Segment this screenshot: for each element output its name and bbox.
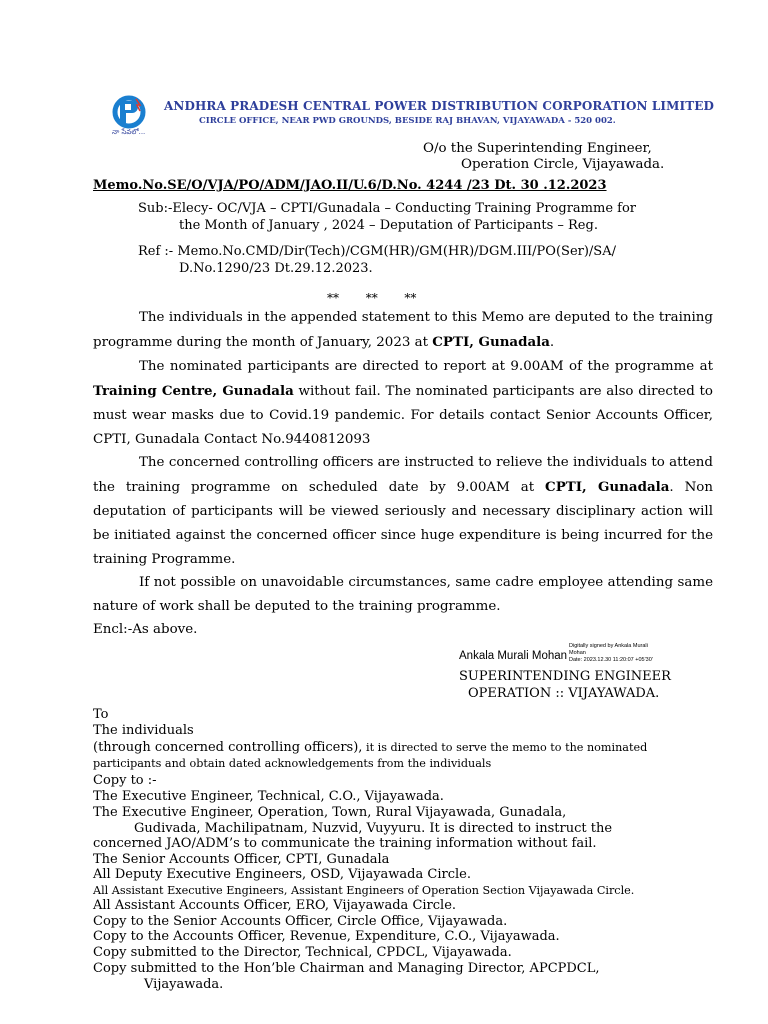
copy-recipient: All Deputy Executive Engineers, OSD, Vijayawada Circle. (93, 867, 471, 882)
signatory-office: OPERATION :: VIJAYAWADA. (468, 686, 660, 701)
reference-line-2: D.No.1290/23 Dt.29.12.2023. (179, 261, 373, 276)
addressee-through-text: (through concerned controlling officers), (93, 740, 363, 755)
office-line-1: O/o the Superintending Engineer, (423, 141, 652, 156)
copy-recipient-continued: Vijayawada. (144, 977, 224, 992)
copy-recipient: Copy submitted to the Hon’ble Chairman and Managing Director, APCPDCL, (93, 961, 600, 976)
subject-line-2: the Month of January , 2024 – Deputation of Participants – Reg. (179, 218, 598, 233)
addressee-through (93, 740, 647, 756)
logo-tagline: నా సేవలో... (112, 128, 146, 136)
copy-recipient: The Executive Engineer, Technical, C.O., Vijayawada. (93, 789, 444, 804)
to-label: To (93, 707, 109, 722)
organization-address: CIRCLE OFFICE, NEAR PWD GROUNDS, BESIDE RAJ BHAVAN, VIJAYAWADA - 520 002. (199, 116, 616, 126)
paragraph-1 (93, 306, 713, 355)
paragraph-2 (93, 355, 713, 452)
company-logo (106, 95, 156, 141)
digital-signature-date: Date: 2023.12.30 11:20:07 +05'30' (569, 657, 653, 663)
copy-recipient-continued: Gudivada, Machilipatnam, Nuzvid, Vuyyuru. It is directed to instruct the (134, 821, 613, 836)
addressee-directive: it is directed to serve the memo to the nominated (362, 741, 648, 754)
paragraph-4 (93, 571, 713, 619)
copy-recipient: All Assistant Executive Engineers, Assistant Engineers of Operation Section Vijayawada Circle. (93, 884, 635, 897)
addressee-individuals: The individuals (93, 723, 194, 738)
copy-recipient: Copy submitted to the Director, Technical, CPDCL, Vijayawada. (93, 945, 512, 960)
digital-signature-line-2: Mohan (569, 650, 586, 656)
signatory-title: SUPERINTENDING ENGINEER (459, 669, 671, 684)
copy-recipient: Copy to the Accounts Officer, Revenue, Expenditure, C.O., Vijayawada. (93, 929, 560, 944)
copy-recipient: Copy to the Senior Accounts Officer, Circle Office, Vijayawada. (93, 914, 508, 929)
paragraph-2-end: without fail. The nominated participants are also directed to must wear masks due to Covid.19 pandemic. For details contact Senior Accounts Officer, CPTI, Gunadala Contact No.9440812093 (93, 384, 713, 447)
paragraph-3 (93, 451, 713, 572)
addressee-directive-2: participants and obtain dated acknowledgements from the individuals (93, 757, 492, 770)
separator-stars: ** ** ** (327, 291, 417, 305)
signature-name: Ankala Murali Mohan (459, 650, 568, 662)
paragraph-3-end: . Non deputation of participants will be viewed seriously and necessary disciplinary action will be initiated against the concerned officer since huge expenditure is being incurred for the training Programme. (93, 480, 713, 567)
subject-line-1: Sub:-Elecy- OC/VJA – CPTI/Gunadala – Conducting Training Programme for (138, 201, 636, 216)
organization-name: ANDHRA PRADESH CENTRAL POWER DISTRIBUTION CORPORATION LIMITED (164, 99, 714, 113)
copy-recipient: All Assistant Accounts Officer, ERO, Vijayawada Circle. (93, 898, 457, 913)
paragraph-2-bold: Training Centre, Gunadala (93, 383, 294, 399)
enclosure-note: Encl:-As above. (93, 622, 198, 637)
copy-recipient: The Senior Accounts Officer, CPTI, Gunadala (93, 852, 390, 867)
paragraph-1-bold: CPTI, Gunadala (432, 334, 550, 350)
reference-line-1: Ref :- Memo.No.CMD/Dir(Tech)/CGM(HR)/GM(HR)/DGM.III/PO(Ser)/SA/ (138, 244, 616, 259)
paragraph-1-end: . (549, 335, 555, 350)
paragraph-1-text: The individuals in the appended statement to this Memo are deputed to the training programme during the month of January, 2023 at (93, 310, 713, 350)
copy-to-label: Copy to :- (93, 773, 157, 788)
copy-recipient: The Executive Engineer, Operation, Town, Rural Vijayawada, Gunadala, (93, 805, 567, 820)
paragraph-3-text: The concerned controlling officers are instructed to relieve the individuals to attend the training programme on scheduled date by 9.00AM at (93, 455, 713, 495)
memo-number: Memo.No.SE/O/VJA/PO/ADM/JAO.II/U.6/D.No. 4244 /23 Dt. 30 .12.2023 (93, 178, 607, 193)
office-line-2: Operation Circle, Vijayawada. (461, 157, 665, 172)
paragraph-2-text: The nominated participants are directed to report at 9.00AM of the programme at (139, 359, 713, 374)
digital-signature-details (569, 643, 679, 664)
paragraph-3-bold: CPTI, Gunadala (545, 479, 670, 495)
copy-recipient-continued: concerned JAO/ADM’s to communicate the training information without fail. (93, 836, 597, 851)
digital-signature-line-1: Digitally signed by Ankala Murali (569, 643, 648, 649)
paragraph-4-text: If not possible on unavoidable circumstances, same cadre employee attending same nature of work shall be deputed to the training programme. (93, 575, 713, 614)
